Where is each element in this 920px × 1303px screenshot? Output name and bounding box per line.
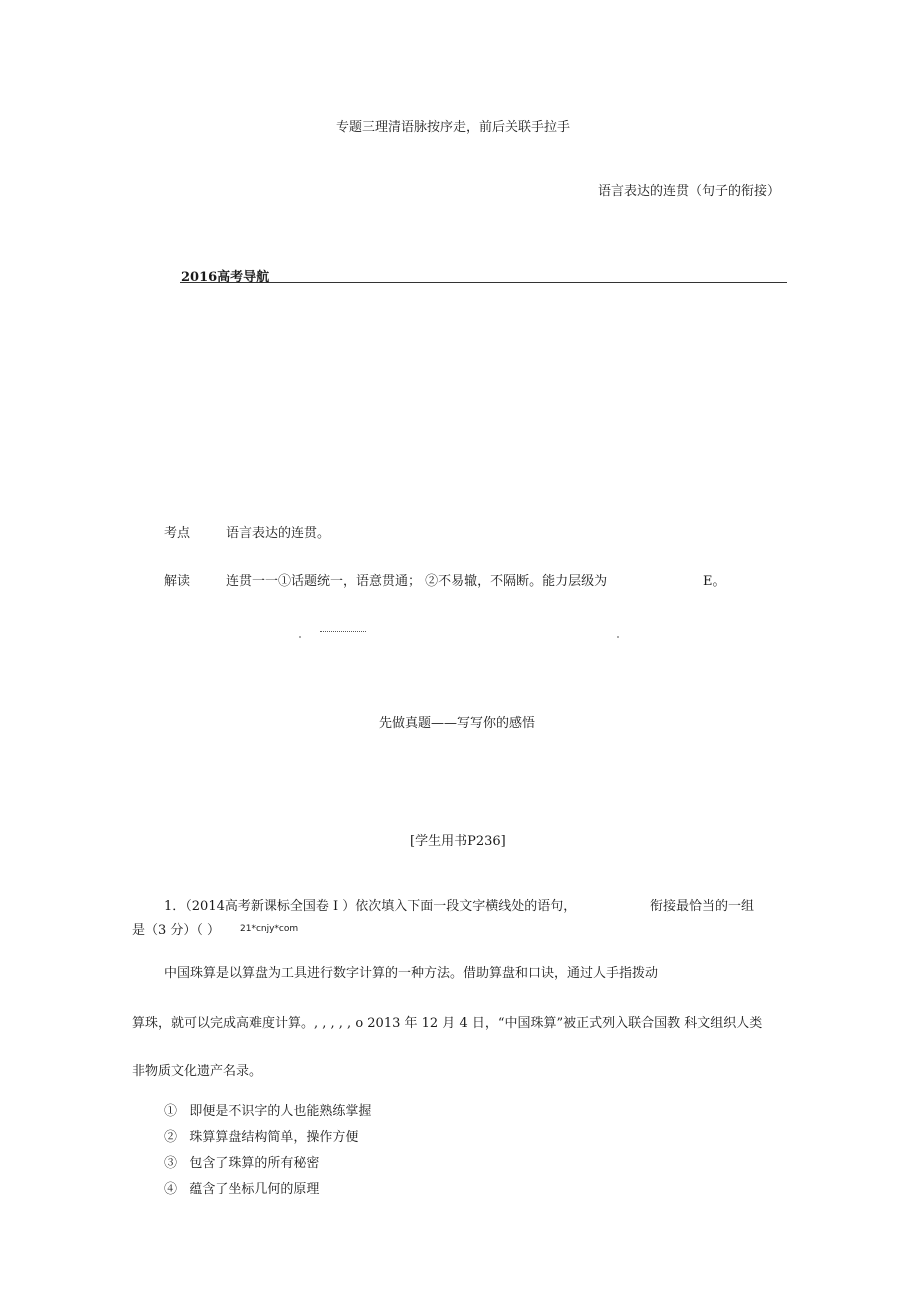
guide-heading: 2016高考导航 (181, 270, 270, 285)
question-line-2: 是（3 分）（ ） (132, 923, 221, 938)
option-3 (164, 1152, 319, 1171)
option-number: ④ (164, 1182, 178, 1197)
option-4 (164, 1178, 319, 1197)
interpretation-label: 解读 (164, 574, 191, 589)
section-heading: 先做真题——写写你的感悟 (379, 716, 536, 731)
option-2 (164, 1126, 358, 1145)
page-title: 专题三理清语脉按序走，前后关联手拉手 (336, 120, 571, 135)
page-subtitle: 语言表达的连贯（句子的衔接） (598, 184, 781, 199)
option-text: 包含了珠算的所有秘密 (189, 1156, 320, 1171)
option-text: 蕴含了坐标几何的原理 (189, 1182, 320, 1197)
scan-speck (617, 636, 619, 638)
ability-level: E。 (703, 574, 726, 589)
option-number: ③ (164, 1156, 178, 1171)
passage-line-1: 中国珠算是以算盘为工具进行数字计算的一种方法。借助算盘和口诀，通过人手指拨动 (164, 966, 659, 981)
watermark-text: 21*cnjy*com (240, 924, 299, 934)
exam-point-label: 考点 (164, 526, 191, 541)
heading-rule (180, 282, 787, 283)
exam-point-text: 语言表达的连贯。 (226, 526, 331, 541)
option-text: 珠算算盘结构简单，操作方便 (189, 1130, 359, 1145)
dotted-divider (320, 631, 366, 632)
book-reference: [学生用书P236] (410, 834, 506, 849)
scan-speck (299, 636, 301, 638)
option-number: ② (164, 1130, 178, 1145)
option-1 (164, 1100, 371, 1119)
passage-line-2: 算珠，就可以完成高难度计算。, , , , , o 2013 年 12 月 4 日，“中国珠算”被正式列入联合国教 科文组织人类 (132, 1016, 763, 1031)
question-line-1: 1．（2014高考新课标全国卷 I ）依次填入下面一段文字横线处的语句， (164, 899, 577, 914)
interpretation-text: 连贯一一①话题统一，语意贯通； ②不易辙，不隔断。能力层级为 (226, 574, 608, 589)
passage-line-3: 非物质文化遗产名录。 (132, 1064, 263, 1079)
option-number: ① (164, 1104, 178, 1119)
option-text: 即便是不识字的人也能熟练掌握 (189, 1104, 372, 1119)
question-line-1-end: 衔接最恰当的一组 (650, 899, 755, 914)
